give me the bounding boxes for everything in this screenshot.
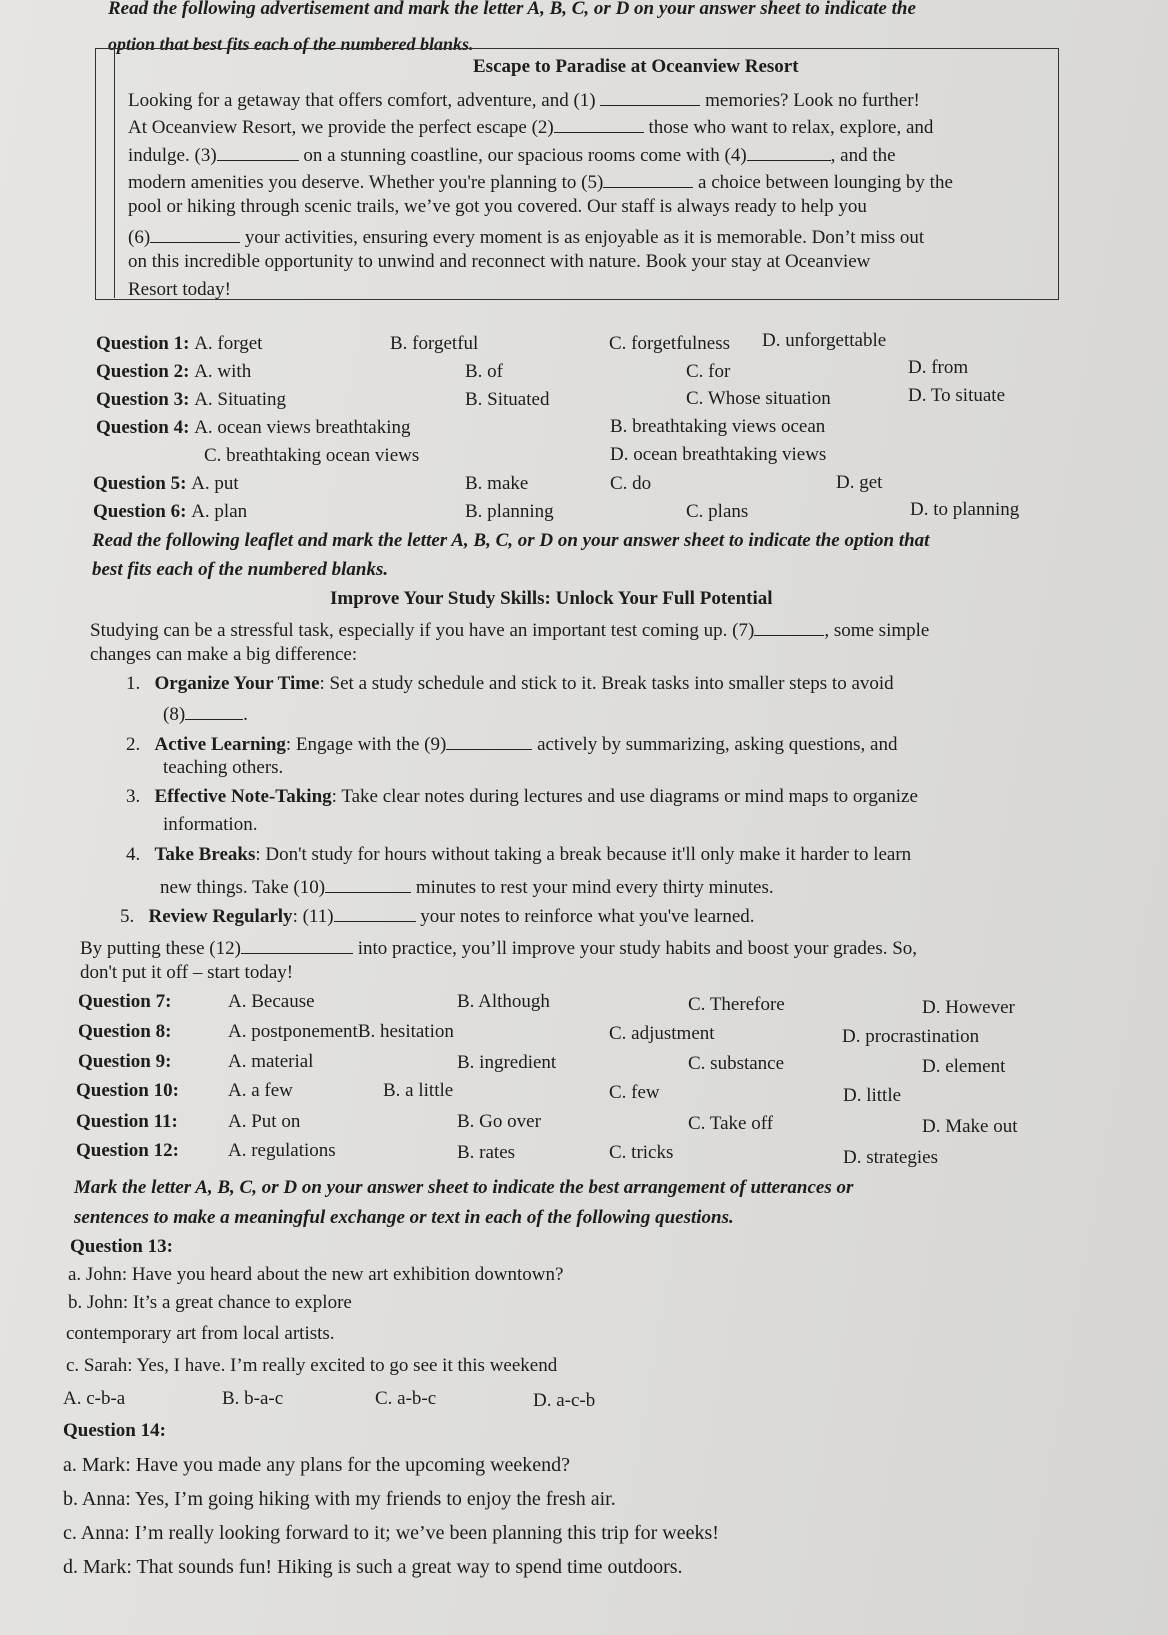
- blank-12: [241, 934, 353, 954]
- option-c[interactable]: C. for: [686, 361, 731, 382]
- option-d[interactable]: D. However: [922, 997, 1015, 1018]
- tip-text: : Take clear notes during lectures and use diagrams or mind maps to organize: [331, 786, 918, 807]
- question-7-label: Question 7:: [78, 991, 172, 1012]
- tip-text: actively by summarizing, asking questions, and: [532, 734, 898, 755]
- blank-1: [600, 86, 700, 106]
- tip-2-line2: teaching others.: [163, 757, 284, 778]
- option-c[interactable]: C. breathtaking ocean views: [204, 445, 420, 466]
- tip-text: .: [243, 704, 248, 725]
- blank-4: [747, 141, 831, 161]
- blank-11: [334, 902, 416, 922]
- option-b[interactable]: B. Although: [457, 991, 550, 1012]
- option-b[interactable]: B. of: [465, 361, 503, 382]
- question-2: [96, 361, 251, 383]
- tip-heading: Effective Note-Taking: [154, 786, 332, 807]
- leaflet-text: By putting these (12): [80, 938, 241, 959]
- option-a[interactable]: A. Put on: [228, 1111, 301, 1132]
- ad-text: At Oceanview Resort, we provide the perfect escape (2): [128, 117, 554, 138]
- tip-text: (8): [163, 704, 186, 725]
- question-label: Question 4:: [96, 417, 195, 438]
- blank-3: [217, 141, 299, 161]
- tip-text: : Engage with the (9): [285, 734, 447, 755]
- option-c[interactable]: C. do: [610, 473, 652, 494]
- question-14-label: Question 14:: [63, 1420, 166, 1441]
- q13-option-a[interactable]: A. c-b-a: [63, 1388, 126, 1409]
- blank-6: [150, 223, 240, 243]
- q14-line-a: a. Mark: Have you made any plans for the upcoming weekend?: [63, 1454, 571, 1476]
- option-b[interactable]: B. a little: [383, 1080, 454, 1101]
- tip-3-line2: information.: [163, 814, 258, 835]
- question-10-label: Question 10:: [76, 1080, 179, 1101]
- advertisement-box-divider: [114, 48, 115, 298]
- leaflet-title: Improve Your Study Skills: Unlock Your Full Potential: [330, 588, 773, 609]
- ad-text: a choice between lounging by the: [693, 172, 953, 193]
- option-d[interactable]: D. element: [922, 1056, 1006, 1077]
- q13-line-b: b. John: It’s a great chance to explore: [68, 1292, 352, 1313]
- option-c[interactable]: C. Whose situation: [686, 388, 831, 409]
- ad-line-1: [128, 86, 920, 112]
- leaflet-closing-line1: [80, 934, 917, 960]
- option-a-b[interactable]: A. postponementB. hesitation: [228, 1021, 454, 1042]
- question-3: [96, 389, 286, 411]
- tip-text: minutes to rest your mind every thirty minutes.: [411, 877, 774, 898]
- tip-5: [120, 902, 755, 928]
- option-c[interactable]: C. Take off: [688, 1113, 774, 1134]
- option-c[interactable]: C. few: [609, 1082, 660, 1103]
- q14-line-d: d. Mark: That sounds fun! Hiking is such a great way to spend time outdoors.: [63, 1556, 683, 1578]
- section2-instruction-line2: best fits each of the numbered blanks.: [92, 559, 389, 580]
- q14-line-c: c. Anna: I’m really looking forward to it; we’ve been planning this trip for weeks!: [63, 1522, 719, 1544]
- option-d[interactable]: D. get: [836, 472, 883, 493]
- option-d[interactable]: D. procrastination: [842, 1026, 980, 1047]
- ad-text: memories? Look no further!: [700, 90, 920, 111]
- tip-heading: Take Breaks: [154, 844, 256, 865]
- q13-option-b[interactable]: B. b-a-c: [222, 1388, 284, 1409]
- tip-number: 5.: [120, 906, 135, 927]
- option-b[interactable]: B. breathtaking views ocean: [610, 416, 826, 437]
- blank-10: [325, 873, 411, 893]
- question-5: [93, 473, 239, 495]
- ad-text: on a stunning coastline, our spacious rooms come with (4): [298, 145, 747, 166]
- option-a[interactable]: A. ocean views breathtaking: [194, 417, 411, 438]
- q13-line-a: a. John: Have you heard about the new art exhibition downtown?: [68, 1264, 564, 1285]
- option-c[interactable]: C. adjustment: [609, 1023, 715, 1044]
- tip-heading: Review Regularly: [148, 906, 293, 927]
- option-d[interactable]: D. To situate: [908, 385, 1006, 406]
- ad-text: , and the: [830, 145, 896, 166]
- leaflet-text: into practice, you’ll improve your study habits and boost your grades. So,: [352, 938, 918, 959]
- tip-number: 4.: [126, 844, 141, 865]
- q14-line-b: b. Anna: Yes, I’m going hiking with my friends to enjoy the fresh air.: [63, 1488, 616, 1510]
- tip-4: [126, 844, 911, 866]
- question-label: Question 2:: [96, 361, 195, 382]
- blank-5: [603, 168, 693, 188]
- leaflet-closing-line2: don't put it off – start today!: [80, 962, 294, 983]
- question-label: Question 1:: [96, 333, 195, 354]
- option-a[interactable]: A. forget: [194, 333, 263, 354]
- option-a[interactable]: A. Because: [228, 991, 315, 1012]
- tip-number: 1.: [126, 673, 141, 694]
- option-b[interactable]: B. ingredient: [457, 1052, 557, 1073]
- question-13-label: Question 13:: [70, 1236, 173, 1257]
- option-a[interactable]: A. put: [191, 473, 239, 494]
- tip-heading: Active Learning: [154, 734, 286, 755]
- ad-title: Escape to Paradise at Oceanview Resort: [473, 56, 799, 77]
- q13-option-c[interactable]: C. a-b-c: [375, 1388, 437, 1409]
- tip-heading: Organize Your Time: [154, 673, 320, 694]
- question-label: Question 5:: [93, 473, 192, 494]
- option-c[interactable]: C. substance: [688, 1053, 785, 1074]
- tip-text: : Set a study schedule and stick to it. Break tasks into smaller steps to avoid: [319, 673, 894, 694]
- option-a[interactable]: A. a few: [228, 1080, 293, 1101]
- blank-8: [185, 700, 243, 720]
- section1-instruction-line1: Read the following advertisement and mark the letter A, B, C, or D on your answer sheet to indicate the: [108, 0, 916, 19]
- q13-option-d[interactable]: D. a-c-b: [533, 1390, 596, 1411]
- ad-line-2: [128, 113, 933, 139]
- q13-line-c: c. Sarah: Yes, I have. I’m really excited to go see it this weekend: [66, 1355, 558, 1376]
- ad-text: indulge. (3): [128, 145, 217, 166]
- option-d[interactable]: D. unforgettable: [762, 330, 887, 351]
- option-a[interactable]: A. regulations: [228, 1140, 336, 1161]
- blank-9: [446, 730, 532, 750]
- leaflet-text: , some simple: [824, 620, 930, 641]
- ad-text: (6): [128, 227, 151, 248]
- tip-1: [126, 673, 894, 695]
- option-b[interactable]: B. planning: [465, 501, 554, 522]
- tip-text: : Don't study for hours without taking a break because it'll only make it harder to learn: [255, 844, 912, 865]
- ad-text: Looking for a getaway that offers comfort, adventure, and (1): [128, 90, 601, 111]
- question-8-label: Question 8:: [78, 1021, 172, 1042]
- ad-text: those who want to relax, explore, and: [643, 117, 934, 138]
- blank-2: [554, 113, 644, 133]
- tip-3: [126, 786, 918, 808]
- ad-text: your activities, ensuring every moment is as enjoyable as it is memorable. Don’t miss out: [240, 227, 925, 248]
- option-c[interactable]: C. tricks: [609, 1142, 674, 1163]
- ad-text: modern amenities you deserve. Whether you're planning to (5): [128, 172, 604, 193]
- section3-instruction-line1: Mark the letter A, B, C, or D on your answer sheet to indicate the best arrangement of utterances or: [74, 1177, 854, 1198]
- question-label: Question 6:: [93, 501, 192, 522]
- option-a[interactable]: A. with: [194, 361, 252, 382]
- leaflet-intro-line2: changes can make a big difference:: [90, 644, 358, 665]
- option-a[interactable]: A. material: [228, 1051, 314, 1072]
- option-a[interactable]: A. plan: [191, 501, 248, 522]
- section1-instruction-line2: option that best fits each of the numbered blanks.: [108, 34, 474, 54]
- tip-number: 3.: [126, 786, 141, 807]
- option-c[interactable]: C. Therefore: [688, 994, 785, 1015]
- leaflet-intro-line1: [90, 616, 929, 642]
- question-12-label: Question 12:: [76, 1140, 179, 1161]
- tip-4-line2: [160, 873, 774, 899]
- option-d[interactable]: D. ocean breathtaking views: [610, 444, 827, 465]
- tip-2: [126, 730, 897, 756]
- tip-text: new things. Take (10): [160, 877, 326, 898]
- option-d[interactable]: D. to planning: [910, 499, 1020, 520]
- leaflet-text: Studying can be a stressful task, especially if you have an important test coming up. (7): [90, 620, 755, 641]
- option-b[interactable]: B. make: [465, 473, 529, 494]
- section2-instruction-line1: Read the following leaflet and mark the letter A, B, C, or D on your answer sheet to indicate the option that: [92, 530, 930, 551]
- option-b[interactable]: B. Go over: [457, 1111, 541, 1132]
- option-a[interactable]: A. Situating: [194, 389, 287, 410]
- option-d[interactable]: D. from: [908, 357, 969, 378]
- option-c[interactable]: C. plans: [686, 501, 749, 522]
- option-c[interactable]: C. forgetfulness: [609, 333, 731, 354]
- ad-line-8: Resort today!: [128, 279, 231, 300]
- tip-text: your notes to reinforce what you've learned.: [415, 906, 755, 927]
- q13-line-b-cont: contemporary art from local artists.: [66, 1323, 335, 1344]
- question-1: [96, 333, 262, 355]
- question-label: Question 3:: [96, 389, 195, 410]
- blank-7: [754, 616, 824, 636]
- option-b[interactable]: B. Situated: [465, 389, 550, 410]
- tip-text: : (11): [292, 906, 334, 927]
- ad-line-3: [128, 141, 896, 167]
- option-d[interactable]: D. Make out: [922, 1116, 1018, 1137]
- question-4: [96, 417, 411, 439]
- tip-number: 2.: [126, 734, 141, 755]
- ad-line-7: on this incredible opportunity to unwind and reconnect with nature. Book your stay at Oceanview: [128, 251, 871, 272]
- option-b[interactable]: B. rates: [457, 1142, 516, 1163]
- ad-line-6: [128, 223, 924, 249]
- ad-line-5: pool or hiking through scenic trails, we’ve got you covered. Our staff is always ready to help you: [128, 196, 867, 217]
- question-9-label: Question 9:: [78, 1051, 172, 1072]
- tip-1-line2: [163, 700, 248, 726]
- question-11-label: Question 11:: [76, 1111, 178, 1132]
- option-d[interactable]: D. strategies: [843, 1147, 938, 1168]
- option-d[interactable]: D. little: [843, 1085, 902, 1106]
- option-b[interactable]: B. forgetful: [390, 333, 479, 354]
- section3-instruction-line2: sentences to make a meaningful exchange or text in each of the following questions.: [74, 1207, 734, 1228]
- question-6: [93, 501, 247, 523]
- ad-line-4: [128, 168, 953, 194]
